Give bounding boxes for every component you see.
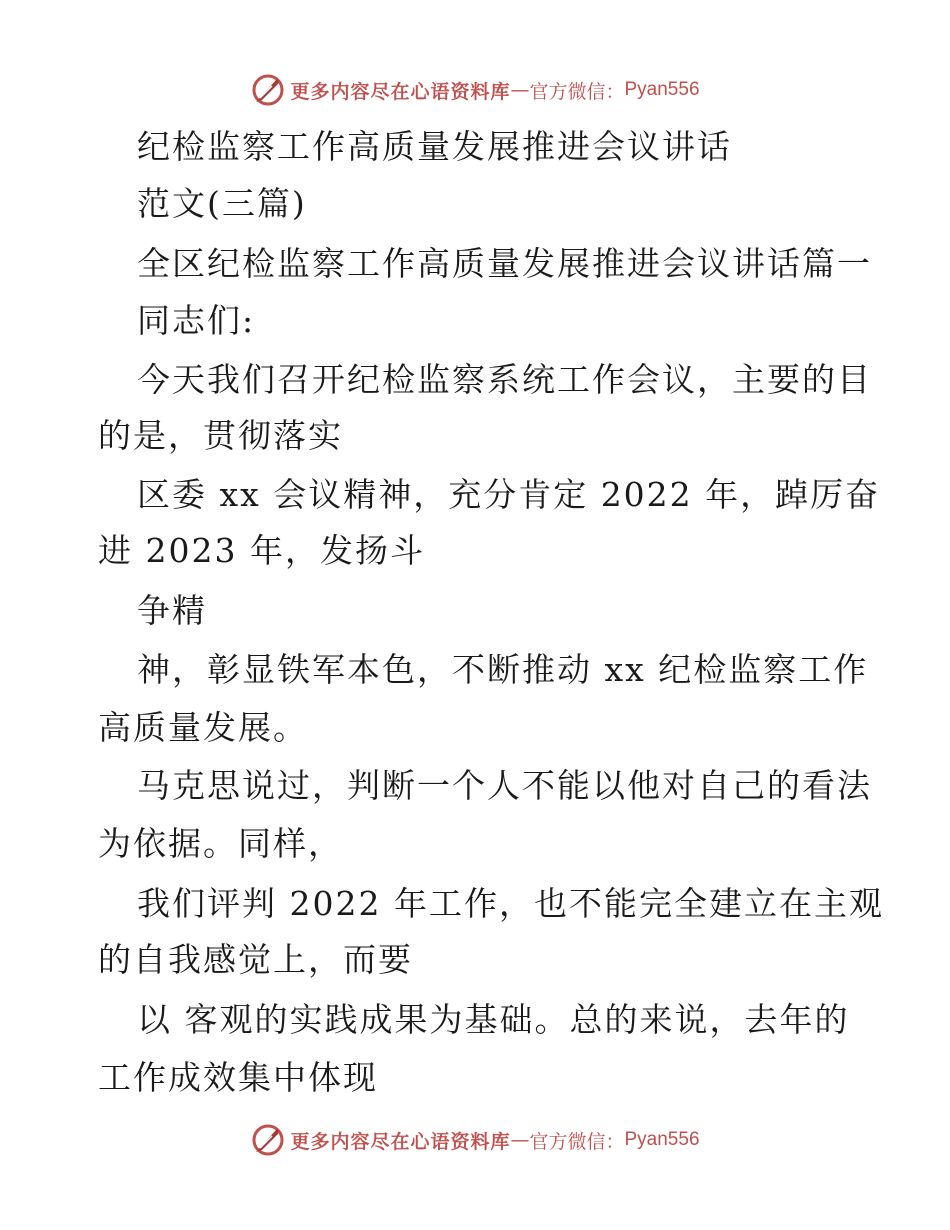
banner-wechat-label: 官方微信：: [529, 1130, 625, 1153]
body-line: 的是，贯彻落实: [98, 416, 343, 455]
body-line: 今天我们召开纪检监察系统工作会议，主要的目: [137, 360, 872, 399]
document-title-line-1: 纪检监察工作高质量发展推进会议讲话: [137, 127, 732, 166]
body-line: 争精: [137, 591, 207, 630]
banner-wechat-label: 官方微信：: [529, 80, 625, 103]
feather-pen-logo-icon: [250, 72, 286, 108]
body-line: 区委 xx 会议精神，充分肯定 2022 年，踔厉奋: [137, 475, 881, 514]
feather-pen-logo-icon: [250, 1122, 286, 1158]
banner-separator: —: [510, 79, 530, 101]
body-line: 我们评判 2022 年工作，也不能完全建立在主观: [137, 884, 884, 923]
banner-site-text: 更多内容尽在心语资料库: [290, 80, 511, 103]
body-line: 高质量发展。: [98, 708, 308, 747]
salutation: 同志们:: [137, 301, 256, 340]
body-line: 为依据。同样，: [98, 824, 343, 863]
body-line: 的自我感觉上，而要: [98, 940, 413, 979]
banner-wechat-id: Pyan556: [624, 1129, 700, 1150]
document-title-line-2: 范文(三篇): [137, 184, 307, 223]
banner-separator: —: [510, 1129, 530, 1151]
footer-banner: [0, 1120, 950, 1160]
banner-wechat-id: Pyan556: [624, 79, 700, 100]
body-line: 工作成效集中体现: [98, 1058, 378, 1097]
body-line: 马克思说过，判断一个人不能以他对自己的看法: [137, 766, 872, 805]
section-heading: 全区纪检监察工作高质量发展推进会议讲话篇一: [137, 244, 872, 283]
banner-site-text: 更多内容尽在心语资料库: [290, 1130, 511, 1153]
body-line: 以 客观的实践成果为基础。总的来说，去年的: [137, 1000, 850, 1039]
header-banner: [0, 70, 950, 110]
body-line: 神，彰显铁军本色，不断推动 xx 纪检监察工作: [137, 650, 869, 689]
body-line: 进 2023 年，发扬斗: [98, 531, 425, 570]
